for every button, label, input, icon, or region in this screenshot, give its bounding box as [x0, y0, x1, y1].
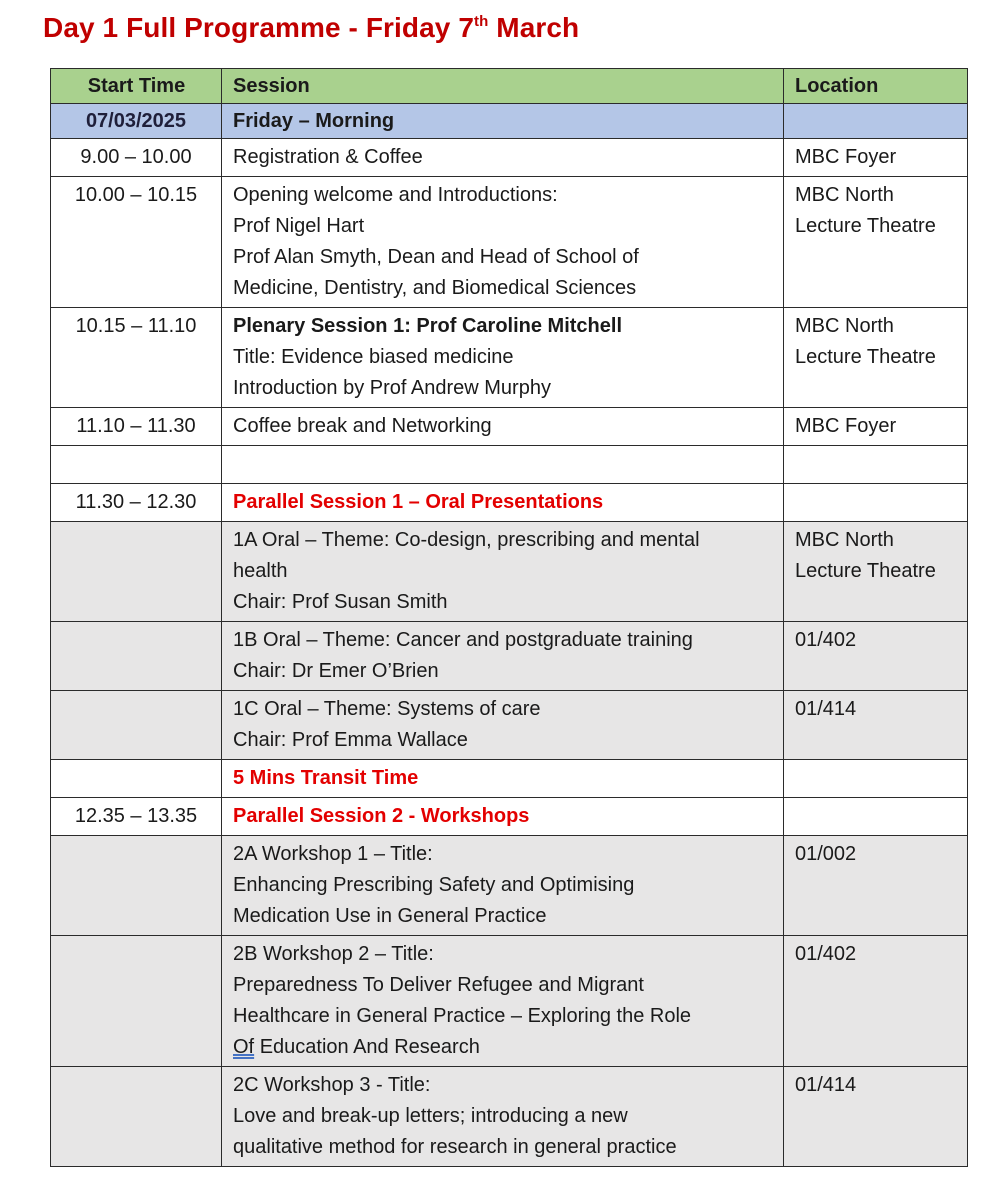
row-time: 12.35 – 13.35 — [51, 798, 222, 836]
table-row-2a — [51, 836, 968, 936]
row-session: Coffee break and Networking — [222, 408, 784, 446]
programme-table — [50, 68, 968, 1167]
row-location: 01/414 — [784, 1067, 968, 1167]
row-time: 10.15 – 11.10 — [51, 308, 222, 408]
row-location: MBC North Lecture Theatre — [784, 177, 968, 308]
table-row-empty — [51, 446, 968, 484]
row-location: MBC Foyer — [784, 408, 968, 446]
row-session: 1A Oral – Theme: Co-design, prescribing and mental health Chair: Prof Susan Smith — [222, 522, 784, 622]
row-time: 11.10 – 11.30 — [51, 408, 222, 446]
table-row-parallel-1 — [51, 484, 968, 522]
row-location — [784, 484, 968, 522]
table-row-2c — [51, 1067, 968, 1167]
page-title: Day 1 Full Programme - Friday 7th March — [43, 12, 580, 43]
row-session: Parallel Session 1 – Oral Presentations — [222, 484, 784, 522]
row-time — [51, 936, 222, 1067]
row-session: Opening welcome and Introductions: Prof Nigel Hart Prof Alan Smyth, Dean and Head of School of Medicine, Dentistry, and Biomedical Sciences — [222, 177, 784, 308]
row-time: 11.30 – 12.30 — [51, 484, 222, 522]
row-time — [51, 622, 222, 691]
row-location: MBC Foyer — [784, 139, 968, 177]
row-location: MBC North Lecture Theatre — [784, 522, 968, 622]
row-time: 9.00 – 10.00 — [51, 139, 222, 177]
header-location: Location — [784, 69, 968, 104]
table-row-registration — [51, 139, 968, 177]
table-row-plenary — [51, 308, 968, 408]
row-location: MBC North Lecture Theatre — [784, 308, 968, 408]
title-superscript: th — [474, 13, 489, 30]
row-time — [51, 522, 222, 622]
row-session: 2B Workshop 2 – Title: Preparedness To Deliver Refugee and Migrant Healthcare in General Practice – Exploring the Role Of Education And Research — [222, 936, 784, 1067]
table-row-opening — [51, 177, 968, 308]
table-row-1b — [51, 622, 968, 691]
day-row — [51, 104, 968, 139]
table-row-coffee — [51, 408, 968, 446]
row-session: Registration & Coffee — [222, 139, 784, 177]
table-row-2b — [51, 936, 968, 1067]
header-session: Session — [222, 69, 784, 104]
row-location: 01/402 — [784, 936, 968, 1067]
row-location — [784, 798, 968, 836]
table-row-1c — [51, 691, 968, 760]
row-location: 01/002 — [784, 836, 968, 936]
row-time: 10.00 – 10.15 — [51, 177, 222, 308]
table-row-parallel-2 — [51, 798, 968, 836]
header-start-time: Start Time — [51, 69, 222, 104]
table-row-transit — [51, 760, 968, 798]
row-session: 2C Workshop 3 - Title: Love and break-up letters; introducing a new qualitative method for research in general practice — [222, 1067, 784, 1167]
day-label: Friday – Morning — [222, 104, 784, 139]
row-session: 1C Oral – Theme: Systems of care Chair: Prof Emma Wallace — [222, 691, 784, 760]
row-session: 2A Workshop 1 – Title: Enhancing Prescribing Safety and Optimising Medication Use in General Practice — [222, 836, 784, 936]
table-row-1a — [51, 522, 968, 622]
row-time — [51, 691, 222, 760]
day-date: 07/03/2025 — [51, 104, 222, 139]
spellcheck-word: Of — [233, 1036, 255, 1058]
table-header-row — [51, 69, 968, 104]
row-time — [51, 760, 222, 798]
day-location — [784, 104, 968, 139]
row-time — [51, 1067, 222, 1167]
row-location — [784, 760, 968, 798]
row-session: 1B Oral – Theme: Cancer and postgraduate training Chair: Dr Emer O’Brien — [222, 622, 784, 691]
row-session: 5 Mins Transit Time — [222, 760, 784, 798]
row-session: Plenary Session 1: Prof Caroline Mitchell Title: Evidence biased medicine Introduction by Prof Andrew Murphy — [222, 308, 784, 408]
row-session: Parallel Session 2 - Workshops — [222, 798, 784, 836]
row-location: 01/414 — [784, 691, 968, 760]
row-time — [51, 836, 222, 936]
row-location: 01/402 — [784, 622, 968, 691]
